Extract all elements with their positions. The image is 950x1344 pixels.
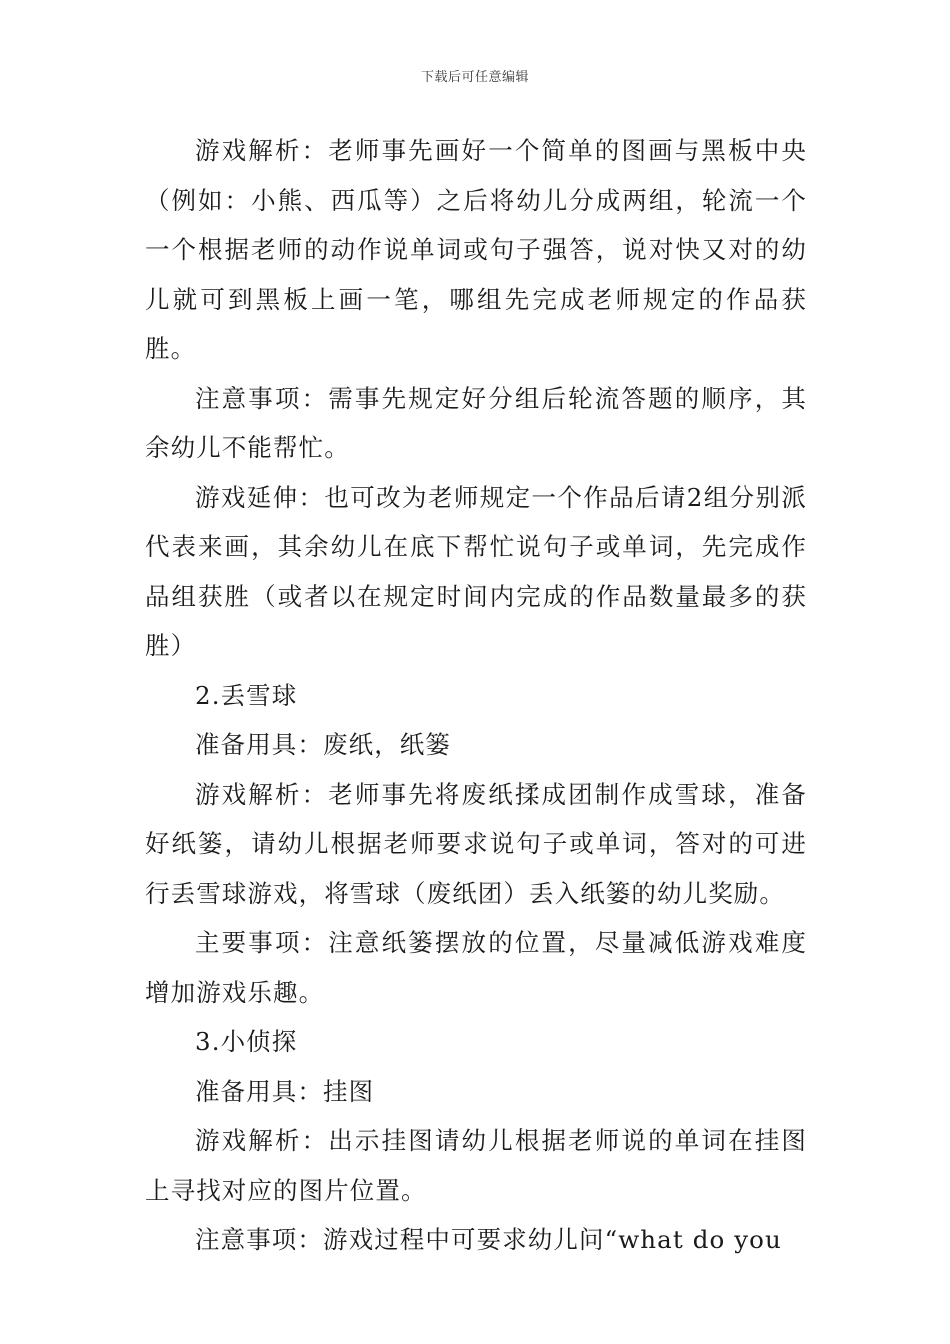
paragraph-notes-drawing: 注意事项：需事先规定好分组后轮流答题的顺序，其余幼儿不能帮忙。 — [145, 383, 807, 462]
header-note: 下载后可任意编辑 — [420, 70, 529, 85]
paragraph-game-analysis-snowball: 游戏解析：老师事先将废纸揉成团制作成雪球，准备好纸篓，请幼儿根据老师要求说句子或单词，答对的可进行丢雪球游戏，将雪球（废纸团）丢入纸篓的幼儿奖励。 — [145, 779, 807, 908]
paragraph-notes-detective: 注意事项：游戏过程中可要求幼儿问“what do you — [195, 1225, 782, 1254]
paragraph-game-analysis-detective: 游戏解析：出示挂图请幼儿根据老师说的单词在挂图上寻找对应的图片位置。 — [145, 1126, 807, 1205]
paragraph-game-extension: 游戏延伸：也可改为老师规定一个作品后请2组分别派代表来画，其余幼儿在底下帮忙说句子或单词，先完成作品组获胜（或者以在规定时间内完成的作品数量最多的获胜） — [145, 482, 807, 660]
document-body — [145, 126, 807, 1265]
section-heading-detective: 3.小侦探 — [195, 1027, 298, 1056]
paragraph-game-analysis-drawing: 游戏解析：老师事先画好一个简单的图画与黑板中央（例如：小熊、西瓜等）之后将幼儿分成两组，轮流一个一个根据老师的动作说单词或句子强答，说对快又对的幼儿就可到黑板上画一笔，哪组先完成老师规定的作品获胜。 — [145, 136, 807, 363]
paragraph-materials-detective: 准备用具：挂图 — [195, 1076, 375, 1106]
paragraph-materials-snowball: 准备用具：废纸，纸篓 — [195, 730, 451, 759]
paragraph-notes-snowball: 主要事项：注意纸篓摆放的位置，尽量减低游戏难度增加游戏乐趣。 — [145, 928, 807, 1007]
section-heading-snowball: 2.丢雪球 — [195, 680, 298, 710]
